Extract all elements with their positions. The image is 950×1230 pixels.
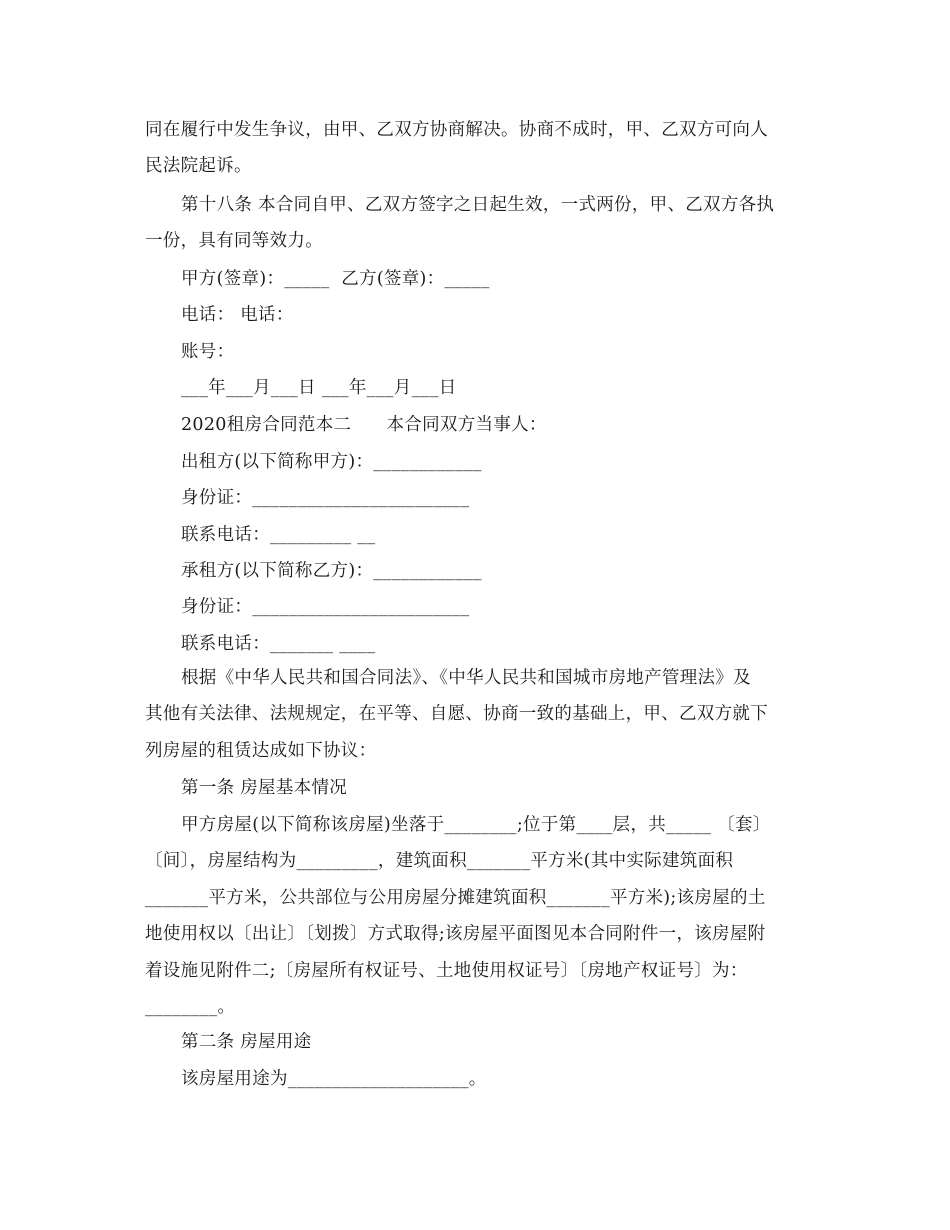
text-line: 其他有关法律、法规规定，在平等、自愿、协商一致的基础上，甲、乙双方就下: [145, 704, 768, 724]
text-line: 地使用权以〔出让〕〔划拨〕方式取得;该房屋平面图见本合同附件一，该房屋附: [145, 924, 766, 944]
text-line: 第十八条 本合同自甲、乙双方签字之日起生效，一式两份，甲、乙双方各执: [181, 195, 775, 215]
signature-line: 甲方(签章)：_____ 乙方(签章)：_____: [181, 269, 490, 289]
text-line: 根据《中华人民共和国合同法》、《中华人民共和国城市房地产管理法》及: [181, 668, 751, 688]
text-line: 民法院起诉。: [145, 156, 252, 176]
text-line: _______平方米，公共部位与公用房屋分摊建筑面积_______平方米);该房屋的土: [145, 888, 766, 908]
account-line: 账号：: [181, 342, 235, 362]
section-heading: 2020租房合同范本二 本合同双方当事人：: [181, 415, 547, 435]
lessor-line: 出租方(以下简称甲方)：____________: [181, 452, 482, 472]
text-line: 该房屋用途为____________________。: [181, 1069, 487, 1089]
id-line: 身份证：________________________: [181, 597, 470, 617]
id-line: 身份证：________________________: [181, 488, 470, 508]
text-line: 着设施见附件二;〔房屋所有权证号、土地使用权证号〕〔房地产权证号〕为：: [145, 961, 748, 981]
article-heading: 第二条 房屋用途: [181, 1032, 312, 1052]
contact-line: 联系电话：_______ ____: [181, 634, 376, 654]
text-line: ________。: [145, 997, 236, 1017]
text-line: 一份，具有同等效力。: [145, 231, 323, 251]
text-line: 甲方房屋(以下简称该房屋)坐落于________;位于第____层，共_____ 〔套〕: [181, 815, 771, 835]
lessee-line: 承租方(以下简称乙方)：____________: [181, 561, 482, 581]
contact-line: 联系电话：_________ __: [181, 525, 376, 545]
text-line: 〔间〕，房屋结构为_________，建筑面积_______平方米(其中实际建筑面积: [145, 851, 734, 871]
phone-line: 电话： 电话：: [181, 305, 294, 325]
text-line: 列房屋的租赁达成如下协议：: [145, 741, 377, 761]
date-line: ___年___月___日 ___年___月___日: [181, 378, 457, 398]
text-line: 同在履行中发生争议，由甲、乙双方协商解决。协商不成时，甲、乙双方可向人: [145, 120, 768, 140]
article-heading: 第一条 房屋基本情况: [181, 778, 348, 798]
